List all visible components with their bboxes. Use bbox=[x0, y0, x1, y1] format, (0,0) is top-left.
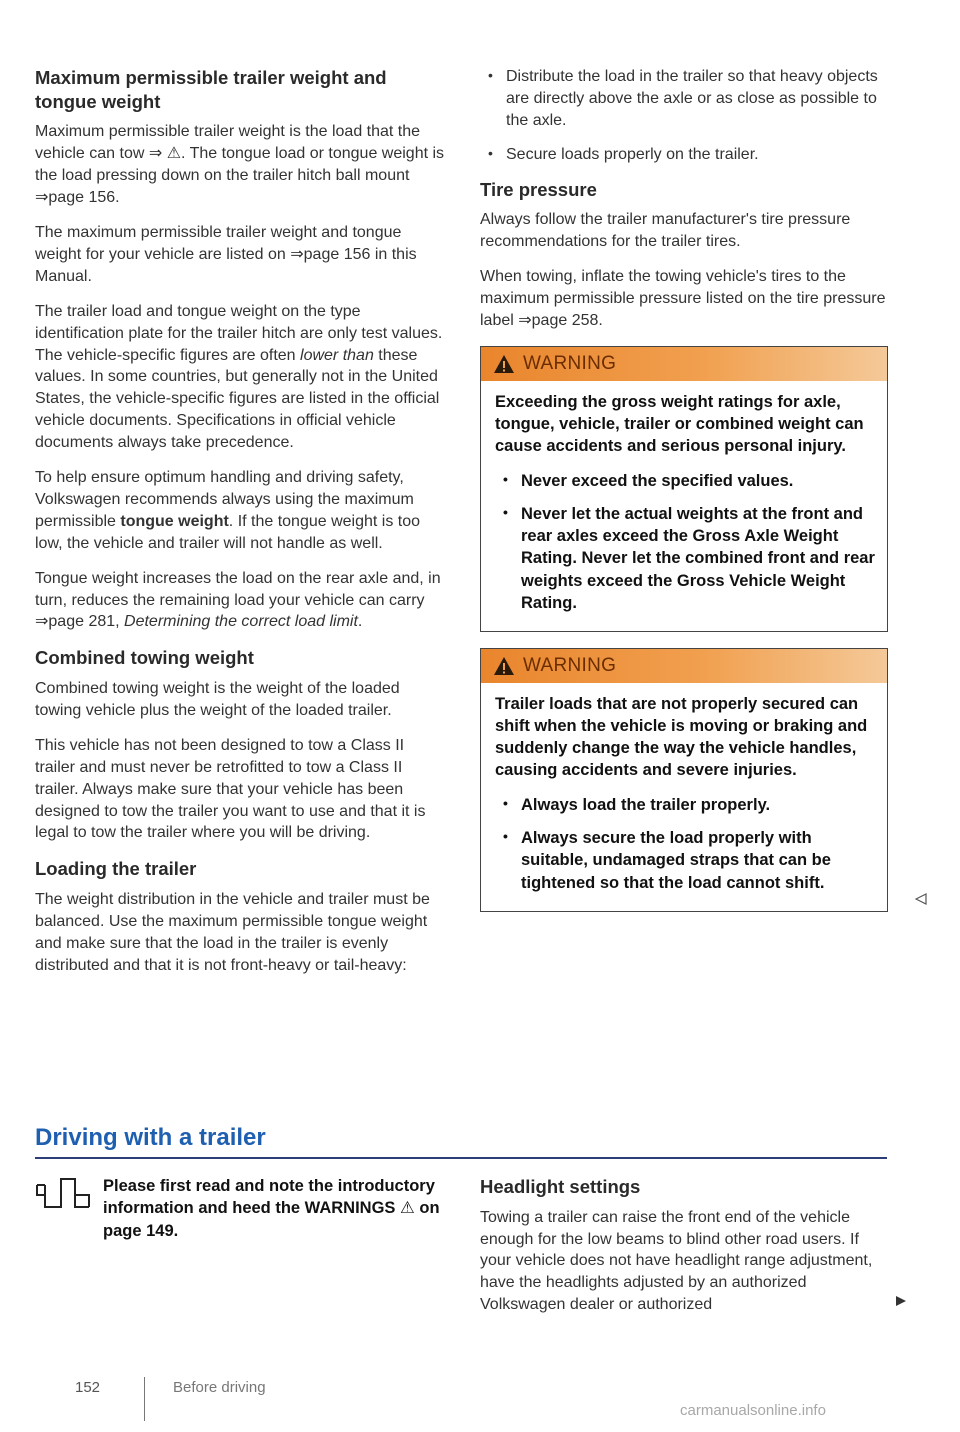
text-run: The trailer load and tongue weight on the type identification plate for the trailer hitch are only test values. The vehicle-specific figures are often bbox=[35, 302, 443, 364]
list-item: • Distribute the load in the trailer so that heavy objects are directly above the axle or as close as possible to the axle. bbox=[480, 66, 888, 132]
bullet-list bbox=[480, 66, 888, 166]
warning-box-load-securing bbox=[480, 648, 888, 912]
paragraph: Towing a trailer can raise the front end of the vehicle enough for the low beams to blind other road users. If your vehicle does not have headlight range adjustment, have the headlights adjusted by an authorized Volkswagen dealer or authorized bbox=[480, 1208, 873, 1314]
warning-header bbox=[481, 347, 887, 381]
warning-triangle-icon bbox=[493, 354, 515, 374]
page-footer bbox=[35, 1377, 335, 1417]
paragraph: Maximum permissible trailer weight is the load that the vehicle can tow ⇒ ⚠. The tongue load or tongue weight is the load pressing down on the trailer hitch ball mount ⇒page 156. bbox=[35, 123, 445, 207]
text-run: Tongue weight increases the load on the rear axle and, in turn, reduces the remaining load your vehicle can carry ⇒page 281, bbox=[35, 569, 441, 631]
intro-text: Please first read and note the introductory information and heed the WARNINGS ⚠ on page 149. bbox=[103, 1177, 440, 1240]
book-icon bbox=[35, 1177, 91, 1213]
warning-list bbox=[495, 794, 875, 893]
paragraph bbox=[35, 301, 445, 454]
list-item: • Secure loads properly on the trailer. bbox=[480, 144, 888, 166]
section-title: Driving with a trailer bbox=[35, 1124, 266, 1151]
warning-lead: Exceeding the gross weight ratings for axle, tongue, vehicle, trailer or combined weight can cause accidents and serious personal injury. bbox=[495, 392, 864, 456]
heading-combined-towing: Combined towing weight bbox=[35, 647, 254, 669]
paragraph bbox=[35, 568, 445, 634]
warning-header bbox=[481, 649, 887, 683]
warning-body bbox=[481, 683, 887, 911]
heading-max-trailer-weight: Maximum permissible trailer weight and tongue weight bbox=[35, 67, 387, 112]
section-divider bbox=[35, 1157, 887, 1159]
warning-box-weight bbox=[480, 346, 888, 632]
paragraph: Always follow the trailer manufacturer's tire pressure recommendations for the trailer tires. bbox=[480, 211, 851, 251]
bold-term: tongue weight bbox=[120, 512, 229, 530]
watermark: carmanualsonline.info bbox=[680, 1402, 826, 1419]
paragraph: When towing, inflate the towing vehicle's tires to the maximum permissible pressure listed on the tire pressure label ⇒page 258. bbox=[480, 268, 886, 329]
warning-title: WARNING bbox=[523, 352, 617, 374]
text-run: To help ensure optimum handling and driving safety, Volkswagen recommends always using the maximum permissible bbox=[35, 469, 414, 530]
paragraph: The weight distribution in the vehicle and trailer must be balanced. Use the maximum permissible tongue weight and make sure that the load in the trailer is evenly distributed and that it is not front-heavy or tail-heavy: bbox=[35, 891, 430, 974]
warning-triangle-icon bbox=[493, 656, 515, 676]
continue-arrow-icon bbox=[895, 1295, 907, 1307]
warning-item: • Always secure the load properly with suitable, undamaged straps that can be tightened so that the load cannot shift. bbox=[495, 827, 875, 893]
warning-list bbox=[495, 470, 875, 614]
page-number: 152 bbox=[75, 1379, 101, 1396]
text-run: . If the tongue weight is too low, the vehicle and trailer will not handle as well. bbox=[35, 512, 421, 552]
emphasis: lower than bbox=[300, 346, 374, 364]
heading-tire-pressure: Tire pressure bbox=[480, 178, 597, 200]
text-run: these values. In some countries, but generally not in the United States, the vehicle-specific figures are listed in the official vehicle documents. Specifications in official vehicle documents always take precedence. bbox=[35, 346, 440, 452]
cross-reference[interactable]: Determining the correct load limit bbox=[124, 613, 358, 631]
warning-title: WARNING bbox=[523, 654, 617, 676]
warning-lead: Trailer loads that are not properly secured can shift when the vehicle is moving or braking and suddenly change the way the vehicle handles, causing accidents and severe injuries. bbox=[495, 694, 868, 780]
paragraph: The maximum permissible trailer weight and tongue weight for your vehicle are listed on ⇒page 156 in this Manual. bbox=[35, 223, 417, 285]
footer-divider bbox=[144, 1377, 145, 1421]
warning-item: • Never let the actual weights at the front and rear axles exceed the Gross Axle Weight Rating. Never let the combined front and rear weights exceed the Gross Vehicle Weight Rating. bbox=[495, 503, 875, 614]
text-run: . bbox=[357, 613, 363, 631]
intro-note bbox=[35, 1175, 445, 1242]
warning-item: • Never exceed the specified values. bbox=[495, 470, 875, 492]
warning-body bbox=[481, 381, 887, 631]
section-end-icon bbox=[915, 893, 927, 905]
left-column bbox=[35, 66, 445, 990]
headlight-settings bbox=[480, 1175, 888, 1329]
heading-headlight-settings: Headlight settings bbox=[480, 1176, 641, 1197]
heading-loading-trailer: Loading the trailer bbox=[35, 858, 197, 880]
warning-item: • Always load the trailer properly. bbox=[495, 794, 875, 816]
chapter-label: Before driving bbox=[173, 1379, 266, 1396]
paragraph bbox=[35, 467, 445, 555]
right-column bbox=[480, 66, 888, 928]
paragraph: Combined towing weight is the weight of the loaded towing vehicle plus the weight of the loaded trailer. bbox=[35, 680, 400, 719]
paragraph: This vehicle has not been designed to tow a Class II trailer and must never be retrofitted to tow a Class II trailer. Always make sure that your vehicle has been designed to tow the trailer you want to use and that it is legal to tow the trailer where you will be driving. bbox=[35, 736, 426, 842]
